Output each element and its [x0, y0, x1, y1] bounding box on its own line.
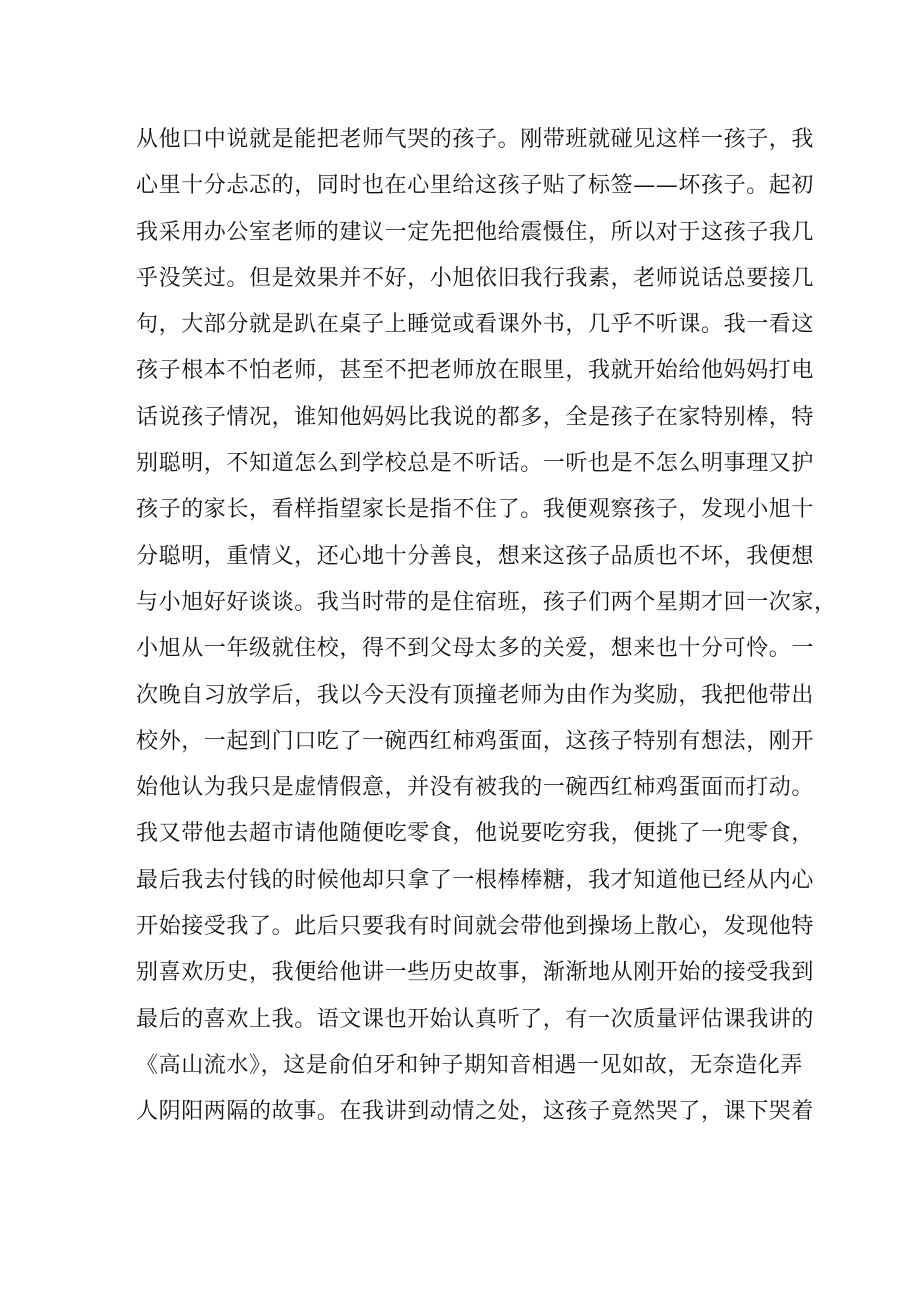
text-line: 别喜欢历史，我便给他讲一些历史故事，渐渐地从刚开始的接受我到: [136, 960, 815, 986]
text-line: 别聪明，不知道怎么到学校总是不听话。一听也是不怎么明事理又护: [136, 451, 815, 477]
text-line: 小旭从一年级就住校，得不到父母太多的关爱，想来也十分可怜。一: [136, 636, 815, 662]
text-line: 与小旭好好谈谈。我当时带的是住宿班，孩子们两个星期才回一次家，: [136, 589, 837, 615]
text-line: 《高山流水》，这是俞伯牙和钟子期知音相遇一见如故，无奈造化弄: [136, 1052, 804, 1078]
text-line: 分聪明，重情义，还心地十分善良，想来这孩子品质也不坏，我便想: [136, 543, 815, 569]
text-line: 孩子根本不怕老师，甚至不把老师放在眼里，我就开始给他妈妈打电: [136, 358, 815, 384]
text-line: 最后的喜欢上我。语文课也开始认真听了，有一次质量评估课我讲的: [136, 1006, 815, 1032]
text-line: 次晚自习放学后，我以今天没有顶撞老师为由作为奖励，我把他带出: [136, 682, 815, 708]
text-line: 开始接受我了。此后只要我有时间就会带他到操场上散心，发现他特: [136, 914, 815, 940]
text-line: 句，大部分就是趴在桌子上睡觉或看课外书，几乎不听课。我一看这: [136, 312, 815, 338]
text-line: 我采用办公室老师的建议一定先把他给震慑住，所以对于这孩子我几: [136, 219, 815, 245]
text-line: 人阴阳两隔的故事。在我讲到动情之处，这孩子竟然哭了，课下哭着: [136, 1099, 815, 1125]
text-line: 我又带他去超市请他随便吃零食，他说要吃穷我，便挑了一兜零食，: [136, 821, 815, 847]
body-paragraph: [136, 117, 837, 1136]
text-line: 校外，一起到门口吃了一碗西红柿鸡蛋面，这孩子特别有想法，刚开: [136, 728, 815, 754]
text-line: 心里十分忐忑的，同时也在心里给这孩子贴了标签——坏孩子。起初: [136, 173, 815, 199]
text-line: 孩子的家长，看样指望家长是指不住了。我便观察孩子，发现小旭十: [136, 497, 815, 523]
text-line: 从他口中说就是能把老师气哭的孩子。刚带班就碰见这样一孩子，我: [136, 127, 815, 152]
text-line: 乎没笑过。但是效果并不好，小旭依旧我行我素，老师说话总要接几: [136, 265, 815, 291]
text-line: 最后我去付钱的时候他却只拿了一根棒棒糖，我才知道他已经从内心: [136, 867, 815, 893]
text-line: 始他认为我只是虚情假意，并没有被我的一碗西红柿鸡蛋面而打动。: [136, 775, 815, 801]
text-line: 话说孩子情况，谁知他妈妈比我说的都多，全是孩子在家特别棒，特: [136, 404, 815, 430]
